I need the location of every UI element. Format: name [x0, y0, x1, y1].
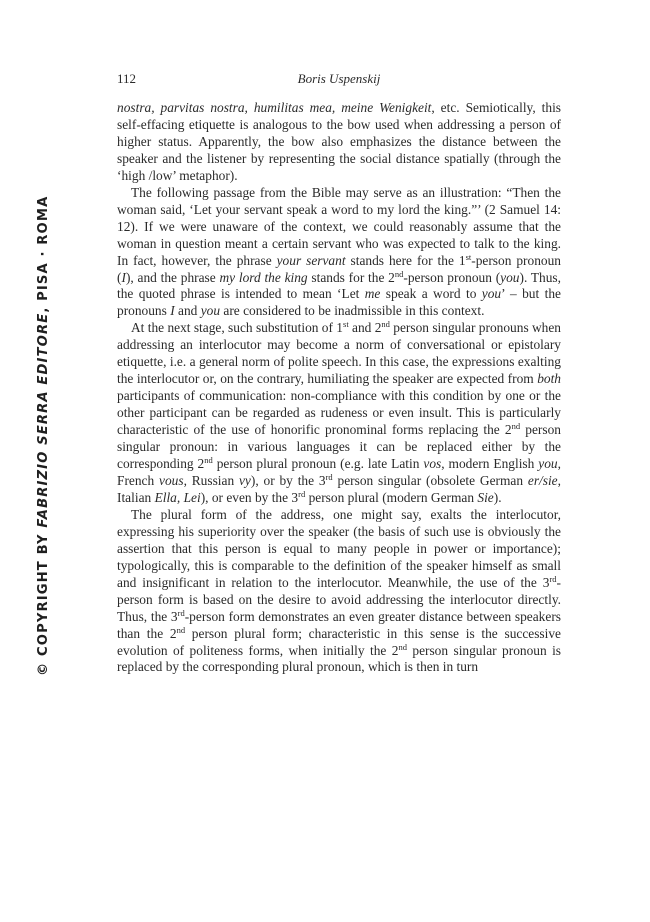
- text-segment: and: [174, 303, 201, 319]
- superscript: rd: [325, 471, 333, 482]
- italic-text: I: [170, 303, 175, 319]
- copyright-part: © COPYRIGHT BY: [36, 527, 51, 676]
- italic-text: my lord the king: [219, 269, 308, 285]
- superscript: rd: [549, 573, 557, 584]
- text-segment: The following passage from the Bible may serve as an illustration: “Then the woman said, ‘Let your servant speak a word to my lord the king.”’ (2 Samuel 14: 12). If we were unaware of the context, we could reasonably assume that the woman in question meant a certain servant who was expected to talk to the king. In fact, however, the phrase: [117, 184, 561, 268]
- superscript: nd: [511, 421, 521, 432]
- text-segment: and 2: [348, 320, 382, 336]
- italic-text: you: [481, 286, 502, 302]
- text-segment: participants of communication: non-compliance with this condition by one or the other participant can be regarded as rudeness or even insult. This is particularly characteristic of the use of honorific pronominal forms replacing the 2: [117, 388, 561, 438]
- text-segment: -person pronoun (: [403, 269, 501, 285]
- body-text: [117, 100, 561, 676]
- copyright-sidebar: [36, 195, 56, 686]
- copyright-part: , PISA · ROMA: [36, 195, 51, 313]
- text-segment: , French: [117, 456, 561, 488]
- text-segment: , Italian: [117, 472, 561, 505]
- italic-text: Ella, Lei: [154, 489, 201, 505]
- page-header: [117, 71, 561, 91]
- text-segment: person singular (obsolete German: [332, 472, 528, 488]
- text-segment: , modern English: [441, 456, 539, 472]
- italic-text: you: [500, 269, 520, 285]
- superscript: nd: [398, 641, 407, 652]
- text-segment: person singular pronoun: in various languages it can be replaced either by the corresponding 2: [117, 422, 561, 472]
- text-segment: ), or even by the 3: [200, 489, 299, 505]
- text-segment: are considered to be inadmissible in this context.: [220, 303, 485, 319]
- italic-text: Sie: [477, 489, 494, 505]
- text-segment: -person pronoun (: [117, 252, 561, 285]
- italic-text: I: [121, 269, 126, 285]
- paragraph: [117, 507, 561, 677]
- italic-text: vos: [423, 456, 442, 472]
- text-segment: person singular pronoun is replaced by the corresponding plural pronoun, which is then in turn: [117, 642, 562, 675]
- superscript: nd: [394, 268, 404, 279]
- text-segment: person plural (modern German: [305, 489, 478, 505]
- superscript: st: [465, 251, 472, 262]
- text-segment: stands for the 2: [307, 269, 395, 285]
- italic-text: vy: [238, 472, 251, 488]
- italic-text: nostra, parvitas nostra, humilitas mea, meine Wenigkeit: [117, 100, 432, 115]
- italic-text: you: [538, 456, 558, 472]
- text-segment: ), or by the 3: [250, 472, 326, 488]
- text-segment: , Russian: [183, 472, 239, 488]
- text-segment: stands here for the 1: [345, 252, 466, 268]
- text-segment: At the next stage, such substitution of 1: [131, 320, 344, 336]
- italic-text: er/sie: [527, 472, 558, 488]
- italic-text: you: [200, 303, 221, 319]
- italic-text: both: [537, 371, 561, 387]
- superscript: st: [343, 319, 349, 330]
- copyright-notice: [36, 196, 51, 676]
- text-segment: ). Thus, the quoted phrase is intended to mean ‘Let: [117, 269, 561, 302]
- superscript: nd: [204, 455, 213, 466]
- superscript: nd: [381, 319, 390, 330]
- superscript: nd: [176, 624, 186, 635]
- superscript: rd: [298, 488, 306, 499]
- text-segment: person plural form; characteristic in this sense is the successive evolution of politeness forms, when initially the 2: [117, 625, 561, 658]
- text-segment: person singular pronouns when addressing an interlocutor may become a norm of conversational or epistolary etiquette, i.e. a general norm of polite speech. In this case, the expressions exalting the interlocutor or, on the contrary, humiliating the speaker are expected from: [117, 320, 562, 387]
- text-segment: ), and the phrase: [125, 269, 220, 285]
- paragraph: [117, 185, 561, 321]
- text-segment: ).: [493, 489, 502, 505]
- italic-text: your servant: [276, 252, 346, 268]
- paragraph: [117, 100, 561, 185]
- text-segment: -person form demonstrates an even greater distance between speakers than the 2: [117, 608, 561, 641]
- copyright-part: FABRIZIO SERRA EDITORE: [36, 312, 51, 528]
- page-number: 112: [117, 71, 137, 86]
- italic-text: me: [364, 286, 381, 302]
- text-segment: speak a word to: [380, 286, 482, 302]
- text-segment: person plural pronoun (e.g. late Latin: [212, 456, 424, 472]
- text-segment: , etc. Semiotically, this self-effacing etiquette is analogous to the bow used when addressing a person of higher status. Apparently, the bow also emphasizes the distance between the speaker and the listener by representing the social distance spatially (through the ‘high /low’ metaphor).: [117, 100, 562, 183]
- running-head: Boris Uspenskij: [297, 71, 381, 86]
- paragraph: [117, 320, 561, 506]
- text-segment: The plural form of the address, one might say, exalts the interlocutor, expressing his superiority over the speaker (the basis of such use is obviously the assertion that this person is equal to many people in power or importance); typologically, this is comparable to the definition of the speaker himself as small and insignificant in relation to the interlocutor. Meanwhile, the use of the 3: [117, 506, 561, 590]
- superscript: rd: [177, 607, 185, 618]
- italic-text: vous: [159, 472, 184, 488]
- text-segment: -person form is based on the desire to avoid addressing the interlocutor directly. Thus, the 3: [117, 574, 561, 624]
- text-segment: ’ – but the pronouns: [117, 286, 561, 319]
